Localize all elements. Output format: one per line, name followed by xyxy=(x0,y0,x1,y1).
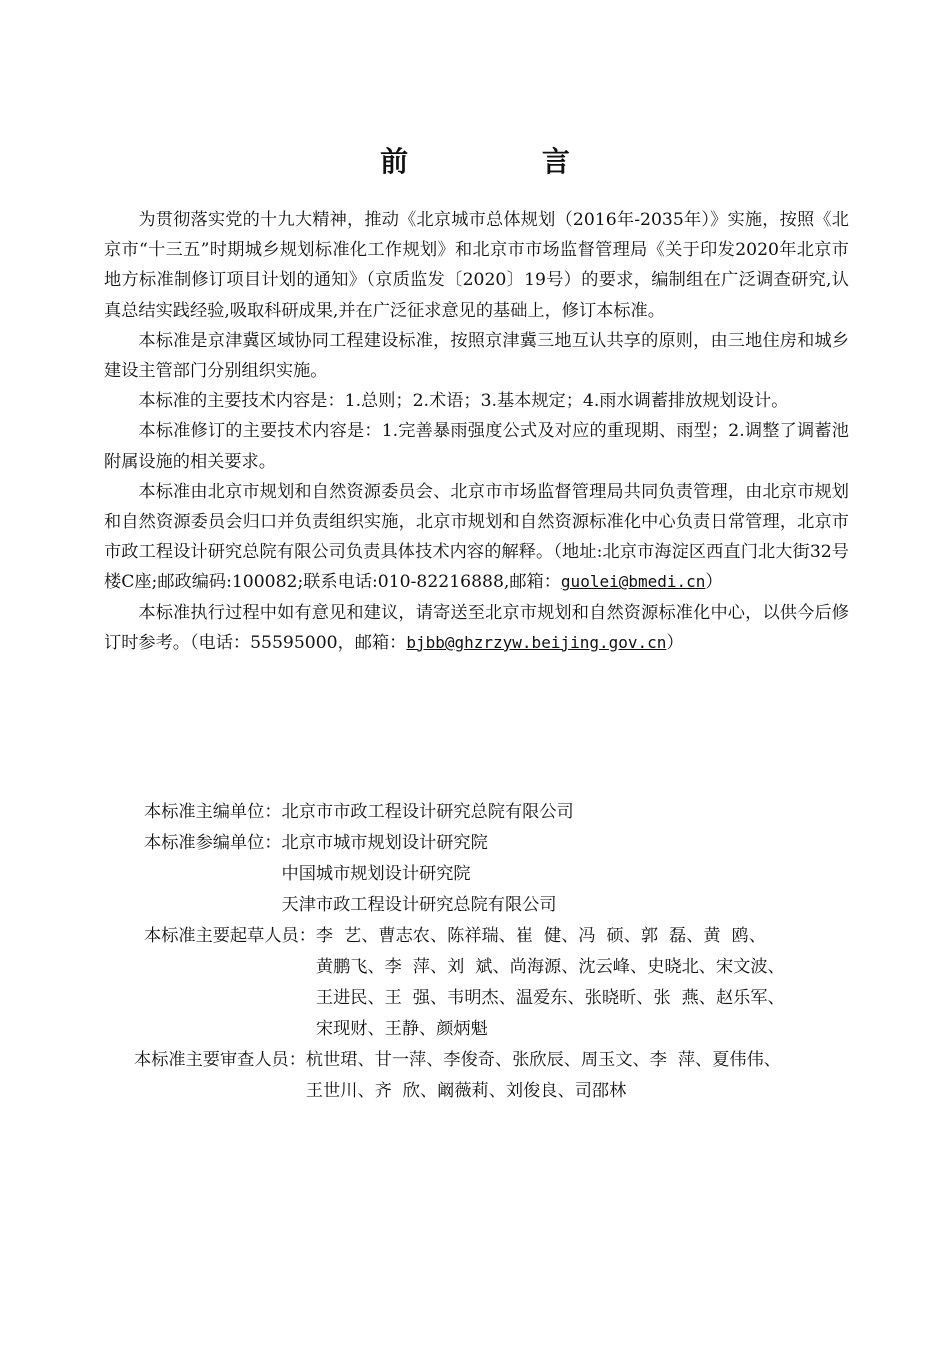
person-name: 宋文 xyxy=(715,957,751,977)
person-name: 李 艺、 xyxy=(315,926,379,946)
person-name: 刘俊良、 xyxy=(505,1081,575,1101)
drafters-list xyxy=(316,921,822,1045)
person-name: 张晓昕、 xyxy=(584,988,654,1008)
person-name: 李俊奇、 xyxy=(443,1050,513,1070)
chief-unit-value: 北京市市政工程设计研究总院有限公司 xyxy=(281,802,574,822)
reviewers-label: 本标准主要审查人员： xyxy=(134,1050,306,1070)
person-name: 冯 硕、 xyxy=(578,926,641,946)
person-name: 温爱东、 xyxy=(515,988,585,1008)
person-name: 沈云峰、 xyxy=(578,957,648,977)
management-email-link[interactable]: guolei@bmedi.cn xyxy=(560,572,706,592)
person-name: 韦明杰、 xyxy=(447,988,516,1008)
person-name: 张 燕、 xyxy=(653,988,716,1008)
person-name: 颜炳魁 xyxy=(436,1019,488,1039)
participating-units-list xyxy=(282,828,557,921)
person-name: 崔 健、 xyxy=(515,926,579,946)
management-tail: ） xyxy=(705,572,723,593)
person-name: 宋现财、 xyxy=(315,1019,385,1039)
reviewers-list xyxy=(306,1045,812,1107)
person-name: 波、 xyxy=(750,957,785,977)
person-name: 李 萍、 xyxy=(384,957,448,977)
person-name: 夏伟伟、 xyxy=(712,1050,781,1070)
person-name: 黄鹏飞、 xyxy=(315,957,385,977)
person-name: 郭 磊、 xyxy=(640,926,704,946)
person-name: 赵乐军、 xyxy=(715,988,785,1008)
participating-units-row xyxy=(104,828,864,921)
person-name: 史晓北、 xyxy=(647,957,716,977)
units-section xyxy=(104,797,864,1107)
paragraph-management xyxy=(104,477,849,598)
person-name: 陈祥瑞、 xyxy=(447,926,516,946)
person-name: 司邵林 xyxy=(574,1081,627,1101)
person-name: 王进民、 xyxy=(315,988,385,1008)
paragraph-2: 本标准是京津冀区域协同工程建设标准，按照京津冀三地互认共享的原则，由三地住房和城乡建设主管部门分别组织实施。 xyxy=(104,330,849,382)
person-name: 张欣辰、 xyxy=(512,1050,581,1070)
drafters-label: 本标准主要起草人员： xyxy=(144,926,316,946)
person-name: 甘一萍、 xyxy=(374,1050,444,1070)
feedback-text: 本标准执行过程中如有意见和建议，请寄送至北京市规划和自然资源标准化中心，以供今后修订时参考。（电话：55595000，邮箱： xyxy=(104,602,849,653)
management-text: 本标准由北京市规划和自然资源委员会、北京市市场监督管理局共同负责管理，由北京市规划和自然资源委员会归口并负责组织实施，北京市规划和自然资源标准化中心负责日常管理，北京市市政工程设计研究总院有限公司负责具体技术内容的解释。（地址:北京市海淀区西直门北大街32号楼C座;邮政编码:100082;联系电话:010-82216888,邮箱： xyxy=(104,481,849,593)
page-title: 前 言 xyxy=(380,145,632,178)
person-name: 黄 鸥、 xyxy=(703,926,766,946)
chief-unit-label: 本标准主编单位： xyxy=(144,802,282,822)
feedback-tail: ） xyxy=(666,632,684,653)
participating-units-label: 本标准参编单位： xyxy=(144,833,282,853)
paragraph-1: 为贯彻落实党的十九大精神，推动《北京城市总体规划（2016年-2035年）》实施，按照《北京市“十三五”时期城乡规划标准化工作规划》和北京市市场监督管理局《关于印发2020年北京市地方标准制修订项目计划的通知》（京质监发〔2020〕19号）的要求，编制组在广泛调查研究,认真总结实践经验,吸取科研成果,并在广泛征求意见的基础上，修订本标准。 xyxy=(104,210,849,321)
person-name: 阚薇莉、 xyxy=(437,1081,506,1101)
person-name: 曹志农、 xyxy=(378,926,448,946)
chief-unit-row xyxy=(104,797,864,828)
foreword-body xyxy=(104,205,849,658)
person-name: 齐 欣、 xyxy=(374,1081,438,1101)
person-name: 杭世珺、 xyxy=(305,1050,375,1070)
drafters-row xyxy=(104,921,864,1045)
paragraph-feedback xyxy=(104,598,849,658)
reviewers-row xyxy=(104,1045,864,1107)
paragraph-4: 本标准修订的主要技术内容是：1.完善暴雨强度公式及对应的重现期、雨型；2.调整了调蓄池附属设施的相关要求。 xyxy=(104,421,849,472)
person-name: 周玉文、 xyxy=(580,1050,650,1070)
person-name: 刘 斌、 xyxy=(447,957,510,977)
paragraph-3: 本标准的主要技术内容是：1.总则；2.术语；3.基本规定；4.雨水调蓄排放规划设计。 xyxy=(138,391,789,412)
participating-unit: 北京市城市规划设计研究院 xyxy=(281,833,488,853)
participating-unit: 中国城市规划设计研究院 xyxy=(281,864,471,884)
participating-unit: 天津市政工程设计研究总院有限公司 xyxy=(281,895,557,915)
person-name: 尚海源、 xyxy=(509,957,579,977)
person-name: 王 强、 xyxy=(384,988,448,1008)
person-name: 王静、 xyxy=(384,1019,437,1039)
feedback-email-link[interactable]: bjbb@ghzrzyw.beijing.gov.cn xyxy=(406,632,667,652)
person-name: 王世川、 xyxy=(305,1081,375,1101)
person-name: 李 萍、 xyxy=(649,1050,713,1070)
